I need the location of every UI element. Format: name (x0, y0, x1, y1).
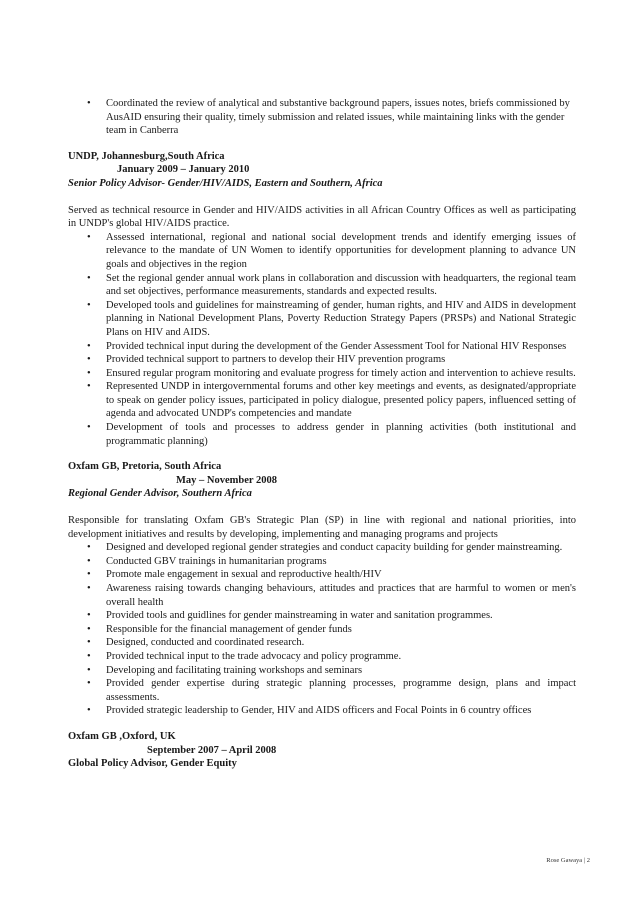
role-title: Global Policy Advisor, Gender Equity (68, 758, 237, 770)
list-item: • Ensured regular program monitoring and evaluate progress for timely action and intervention to achieve results. (68, 367, 576, 381)
list-item: • Provided technical input during the development of the Gender Assessment Tool for National HIV Responses (68, 340, 576, 354)
list-item: • Designed and developed regional gender strategies and conduct capacity building for gender mainstreaming. (68, 541, 576, 555)
list-item: • Provided technical support to partners to develop their HIV prevention programs (68, 353, 576, 367)
list-item: • Assessed international, regional and national social development trends and identify emerging issues of relevance to the mandate of UN Women to identify opportunities for development planning to advance UN goals and objectives in the region (68, 231, 576, 272)
list-item: • Developed tools and guidelines for mainstreaming of gender, human rights, and HIV and AIDS in development planning in National Development Plans, Poverty Reduction Strategy Papers (PRSPs) and National Strategic Plans on HIV and AIDS. (68, 299, 576, 340)
list-item: • Developing and facilitating training workshops and seminars (68, 664, 576, 678)
section-undp (68, 150, 576, 448)
list-item: • Provided technical input to the trade advocacy and policy programme. (68, 650, 576, 664)
org-heading: Oxfam GB, Pretoria, South Africa (68, 461, 222, 473)
section-summary: Served as technical resource in Gender and HIV/AIDS activities in all African Country Offices as well as participating in UNDP's global HIV/AIDS practice. (68, 204, 576, 230)
section-oxfam-pretoria (68, 460, 576, 718)
document-page (68, 97, 576, 771)
role-title: Regional Gender Advisor, Southern Africa (68, 488, 252, 500)
list-item: • Awareness raising towards changing behaviours, attitudes and practices that are harmful to women or men's overall health (68, 582, 576, 609)
page-footer: Rose Gawaya | 2 (546, 857, 590, 864)
list-item: • Provided tools and guidlines for gender mainstreaming in water and sanitation programmes. (68, 609, 576, 623)
date-range: September 2007 – April 2008 (147, 744, 277, 756)
top-bullet-list (68, 97, 576, 138)
date-range: May – November 2008 (176, 474, 277, 486)
list-item: • Responsible for the financial management of gender funds (68, 623, 576, 637)
org-heading: Oxfam GB ,Oxford, UK (68, 730, 176, 742)
list-item: • Conducted GBV trainings in humanitarian programs (68, 555, 576, 569)
list-item: • Set the regional gender annual work plans in collaboration and discussion with headquarters, the regional team and set objectives, performance measurements, standards and expected results. (68, 272, 576, 299)
list-item: • Coordinated the review of analytical and substantive background papers, issues notes, briefs commissioned by AusAID ensuring their quality, timely submission and related issues, while maintaining links with the gender team in Canberra (68, 97, 576, 138)
date-range: January 2009 – January 2010 (117, 164, 250, 176)
list-item: • Development of tools and processes to address gender in planning activities (both institutional and programmatic planning) (68, 421, 576, 448)
org-heading: UNDP, Johannesburg,South Africa (68, 150, 225, 162)
list-item: • Designed, conducted and coordinated research. (68, 636, 576, 650)
section-oxfam-oxford (68, 730, 576, 771)
list-item: • Provided gender expertise during strategic planning processes, programme design, plans and impact assessments. (68, 677, 576, 704)
bullet-list (68, 231, 576, 449)
list-item: • Promote male engagement in sexual and reproductive health/HIV (68, 568, 576, 582)
section-summary: Responsible for translating Oxfam GB's Strategic Plan (SP) in line with regional and national priorities, into development initiatives and results by developing, implementing and managing programs and projects (68, 515, 576, 540)
bullet-list (68, 541, 576, 718)
role-title: Senior Policy Advisor- Gender/HIV/AIDS, Eastern and Southern, Africa (68, 177, 383, 189)
list-item: • Represented UNDP in intergovernmental forums and other key meetings and events, as designated/appropriate to speak on gender policy issues, participated in policy dialogue, presented policy papers, influenced setting of agenda and advocated UNDP's competencies and mandate (68, 380, 576, 421)
list-item: • Provided strategic leadership to Gender, HIV and AIDS officers and Focal Points in 6 country offices (68, 704, 576, 718)
